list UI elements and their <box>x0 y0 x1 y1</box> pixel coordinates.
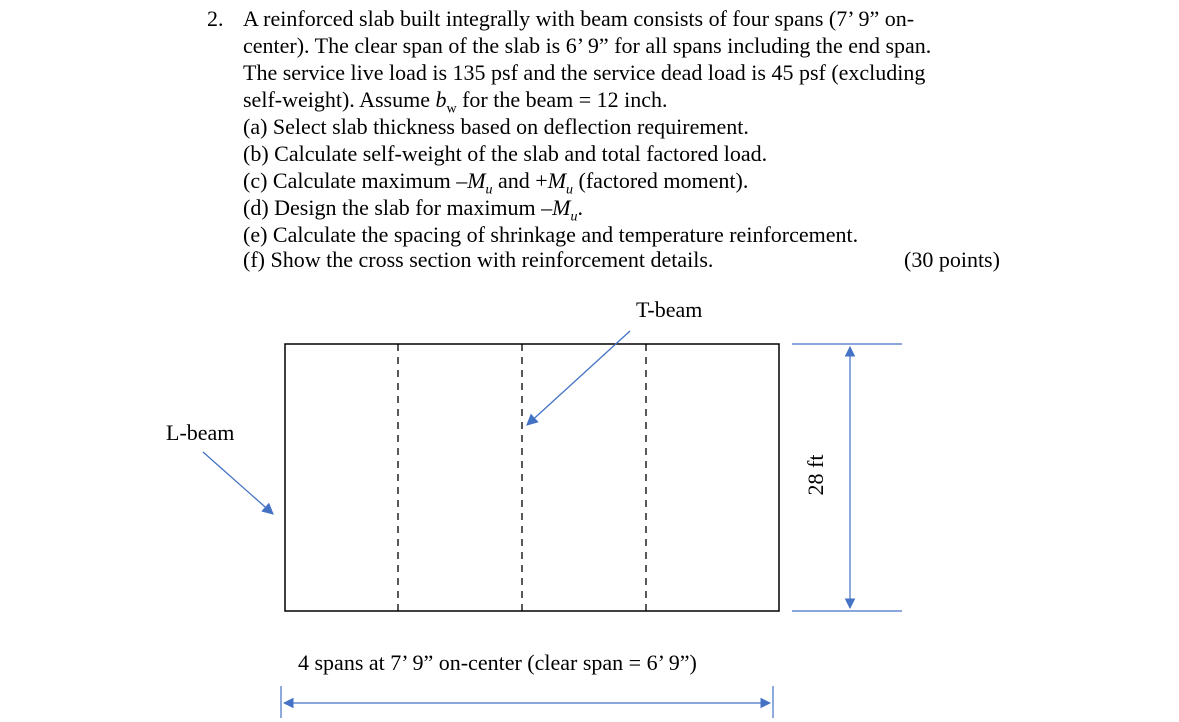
line-4-text-a: self-weight). Assume <box>243 87 436 112</box>
part-d-text-a: (d) Design the slab for maximum – <box>243 195 553 220</box>
part-f: (f) Show the cross section with reinforcement details. <box>243 247 714 272</box>
mu-variable-1: M <box>467 168 486 193</box>
line-4-text-b: for the beam = 12 inch. <box>456 87 668 112</box>
part-c-text-b: and + <box>492 168 548 193</box>
problem-line-2: center). The clear span of the slab is 6’ 9” for all spans including the end span. <box>243 33 932 58</box>
problem-number: 2. <box>207 6 224 31</box>
part-e: (e) Calculate the spacing of shrinkage and temperature reinforcement. <box>243 222 859 247</box>
part-c-text-c: (factored moment). <box>573 168 749 193</box>
mu-variable-3: M <box>552 195 571 220</box>
t-beam-label: T-beam <box>636 297 703 322</box>
mu-subscript-2: u <box>566 182 574 198</box>
mu-subscript-3: u <box>570 209 578 225</box>
part-b: (b) Calculate self-weight of the slab and total factored load. <box>243 141 768 166</box>
bw-variable: b <box>435 87 447 112</box>
slab-outline <box>285 344 779 611</box>
part-c-text-a: (c) Calculate maximum – <box>243 168 468 193</box>
problem-line-3: The service live load is 135 psf and the service dead load is 45 psf (excluding <box>243 60 926 85</box>
part-a: (a) Select slab thickness based on deflection requirement. <box>243 114 749 139</box>
part-d-text-b: . <box>577 195 583 220</box>
height-label: 28 ft <box>803 454 828 496</box>
points-value: (30 points) <box>904 247 1000 272</box>
t-beam-arrow <box>527 331 630 425</box>
l-beam-arrow <box>203 452 273 514</box>
bw-subscript: w <box>446 101 457 117</box>
problem-line-1: A reinforced slab built integrally with beam consists of four spans (7’ 9” on- <box>243 6 915 31</box>
mu-subscript-1: u <box>485 182 493 198</box>
l-beam-label: L-beam <box>166 420 235 445</box>
mu-variable-2: M <box>547 168 567 193</box>
span-label: 4 spans at 7’ 9” on-center (clear span = 6’ 9”) <box>298 650 697 675</box>
